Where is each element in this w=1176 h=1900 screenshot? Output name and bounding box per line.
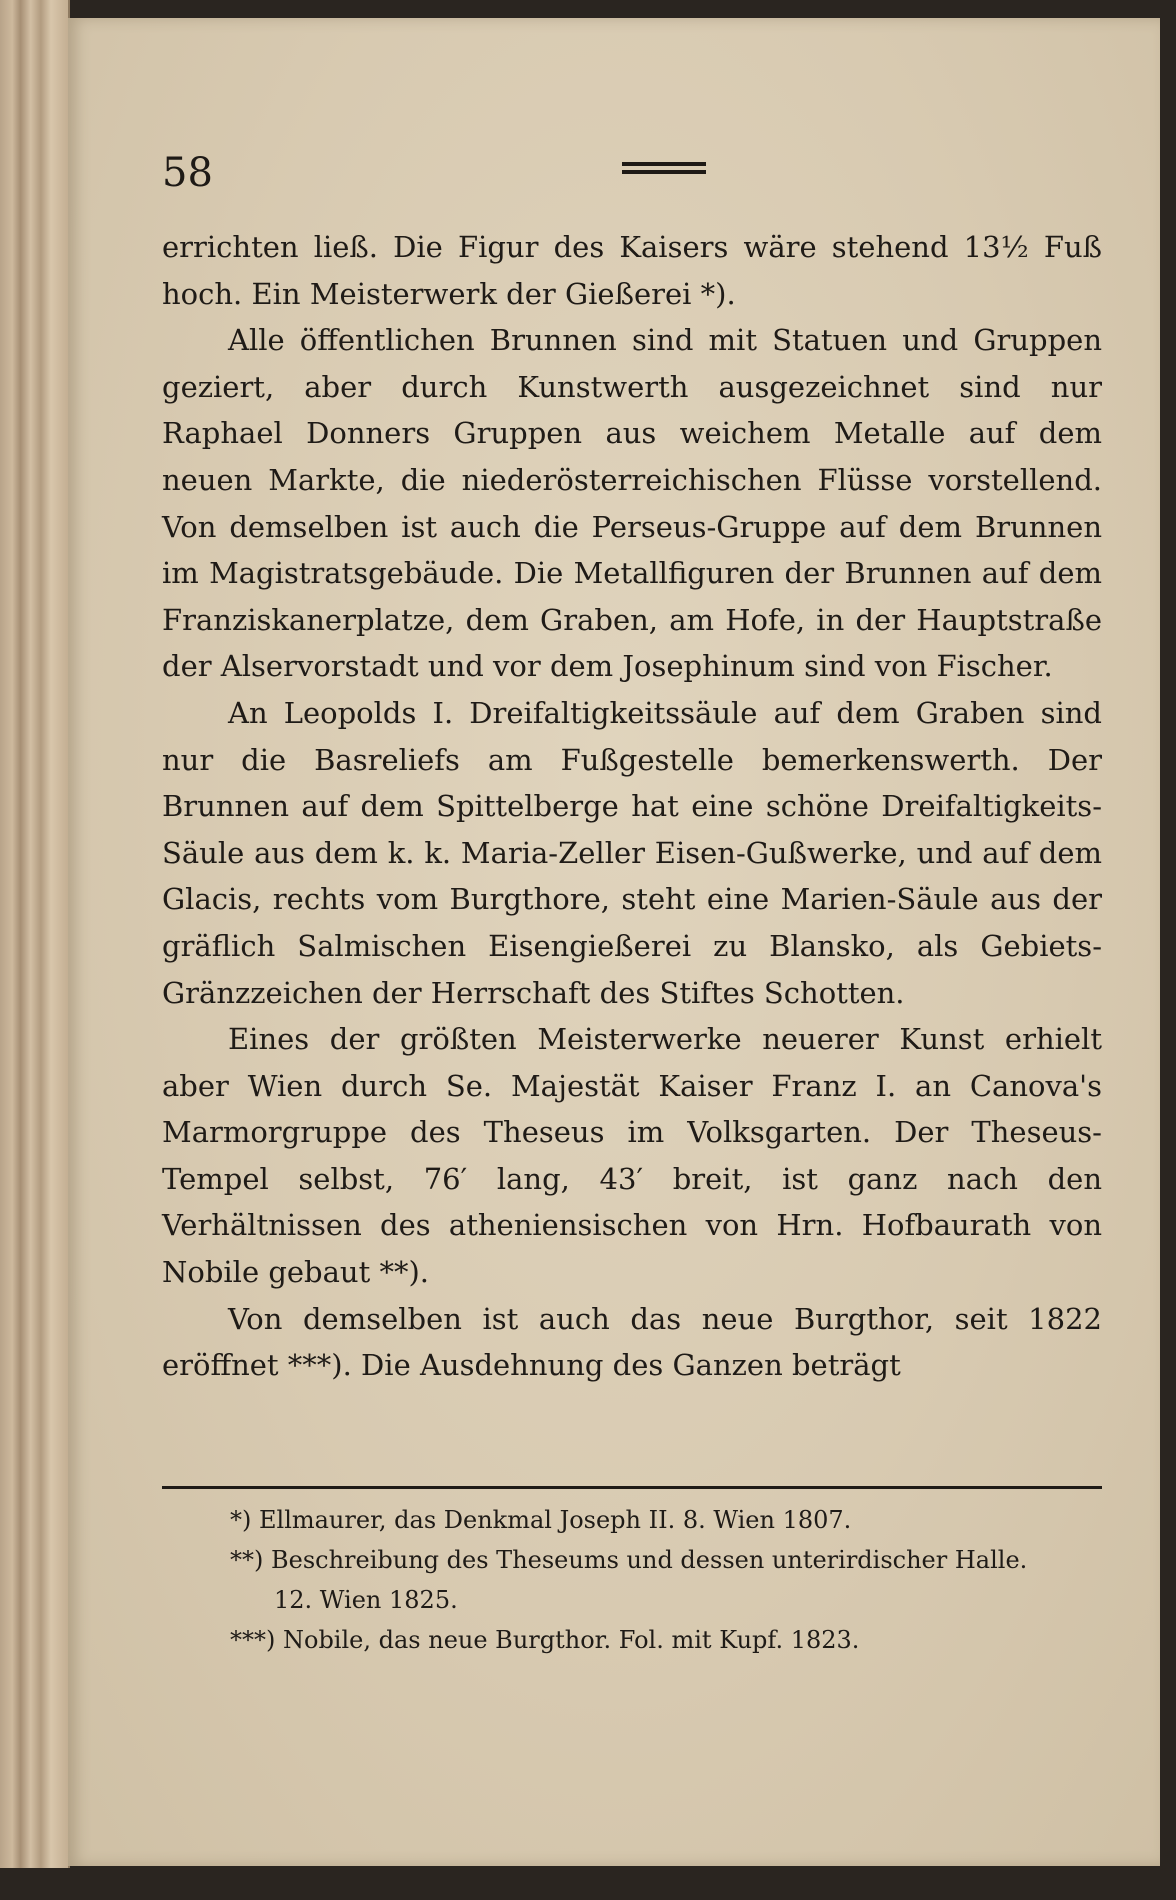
footnotes <box>230 1500 1110 1660</box>
footnote: ***) Nobile, das neue Burgthor. Fol. mit Kupf. 1823. <box>230 1626 860 1654</box>
page-header <box>162 150 1102 210</box>
page-number: 58 <box>162 150 213 196</box>
footnote-separator <box>162 1486 1102 1489</box>
paragraph: An Leopolds I. Dreifaltigkeitssäule auf dem Graben sind nur die Basreliefs am Fußgestelle bemerkenswerth. Der Brunnen auf dem Spittelberge hat eine schöne Dreifaltigkeits-Säule aus dem k. k. Maria-Zeller Eisen-Gußwerke, und auf dem Glacis, rechts vom Burgthore, steht eine Marien-Säule aus der gräflich Salmischen Eisengießerei zu Blansko, als Gebiets-Gränzzeichen der Herrschaft des Stiftes Schotten. <box>162 695 1102 1010</box>
footnote: **) Beschreibung des Theseums und dessen unterirdischer Halle. <box>230 1546 1028 1574</box>
body-text <box>162 224 1102 1389</box>
paragraph: errichten ließ. Die Figur des Kaisers wäre stehend 13½ Fuß hoch. Ein Meisterwerk der Gießerei *). <box>162 230 1102 311</box>
ornament-rule-top <box>622 162 706 166</box>
header-ornament <box>622 162 706 174</box>
footnote-continuation: 12. Wien 1825. <box>274 1586 458 1614</box>
page-edges <box>0 0 70 1868</box>
footnote: *) Ellmaurer, das Denkmal Joseph II. 8. Wien 1807. <box>230 1506 852 1534</box>
paragraph: Von demselben ist auch das neue Burgthor, seit 1822 eröffnet ***). Die Ausdehnung des Ganzen beträgt <box>162 1301 1102 1383</box>
paragraph: Alle öffentlichen Brunnen sind mit Statuen und Gruppen geziert, aber durch Kunstwerth ausgezeichnet sind nur Raphael Donners Gruppen aus weichem Metalle auf dem neuen Markte, die niederösterreichischen Flüsse vorstellend. Von demselben ist auch die Perseus-Gruppe auf dem Brunnen im Magistratsgebäude. Die Metallfiguren der Brunnen auf dem Franziskanerplatze, dem Graben, am Hofe, in der Hauptstraße der Alservorstadt und vor dem Josephinum sind von Fischer. <box>162 323 1102 684</box>
paragraph: Eines der größten Meisterwerke neuerer Kunst erhielt aber Wien durch Se. Majestät Kaiser Franz I. an Canova's Marmorgruppe des Theseus im Volksgarten. Der Theseus-Tempel selbst, 76′ lang, 43′ breit, ist ganz nach den Verhältnissen des atheniensischen von Hrn. Hofbaurath von Nobile gebaut **). <box>162 1022 1102 1290</box>
ornament-rule-bottom <box>622 170 706 174</box>
